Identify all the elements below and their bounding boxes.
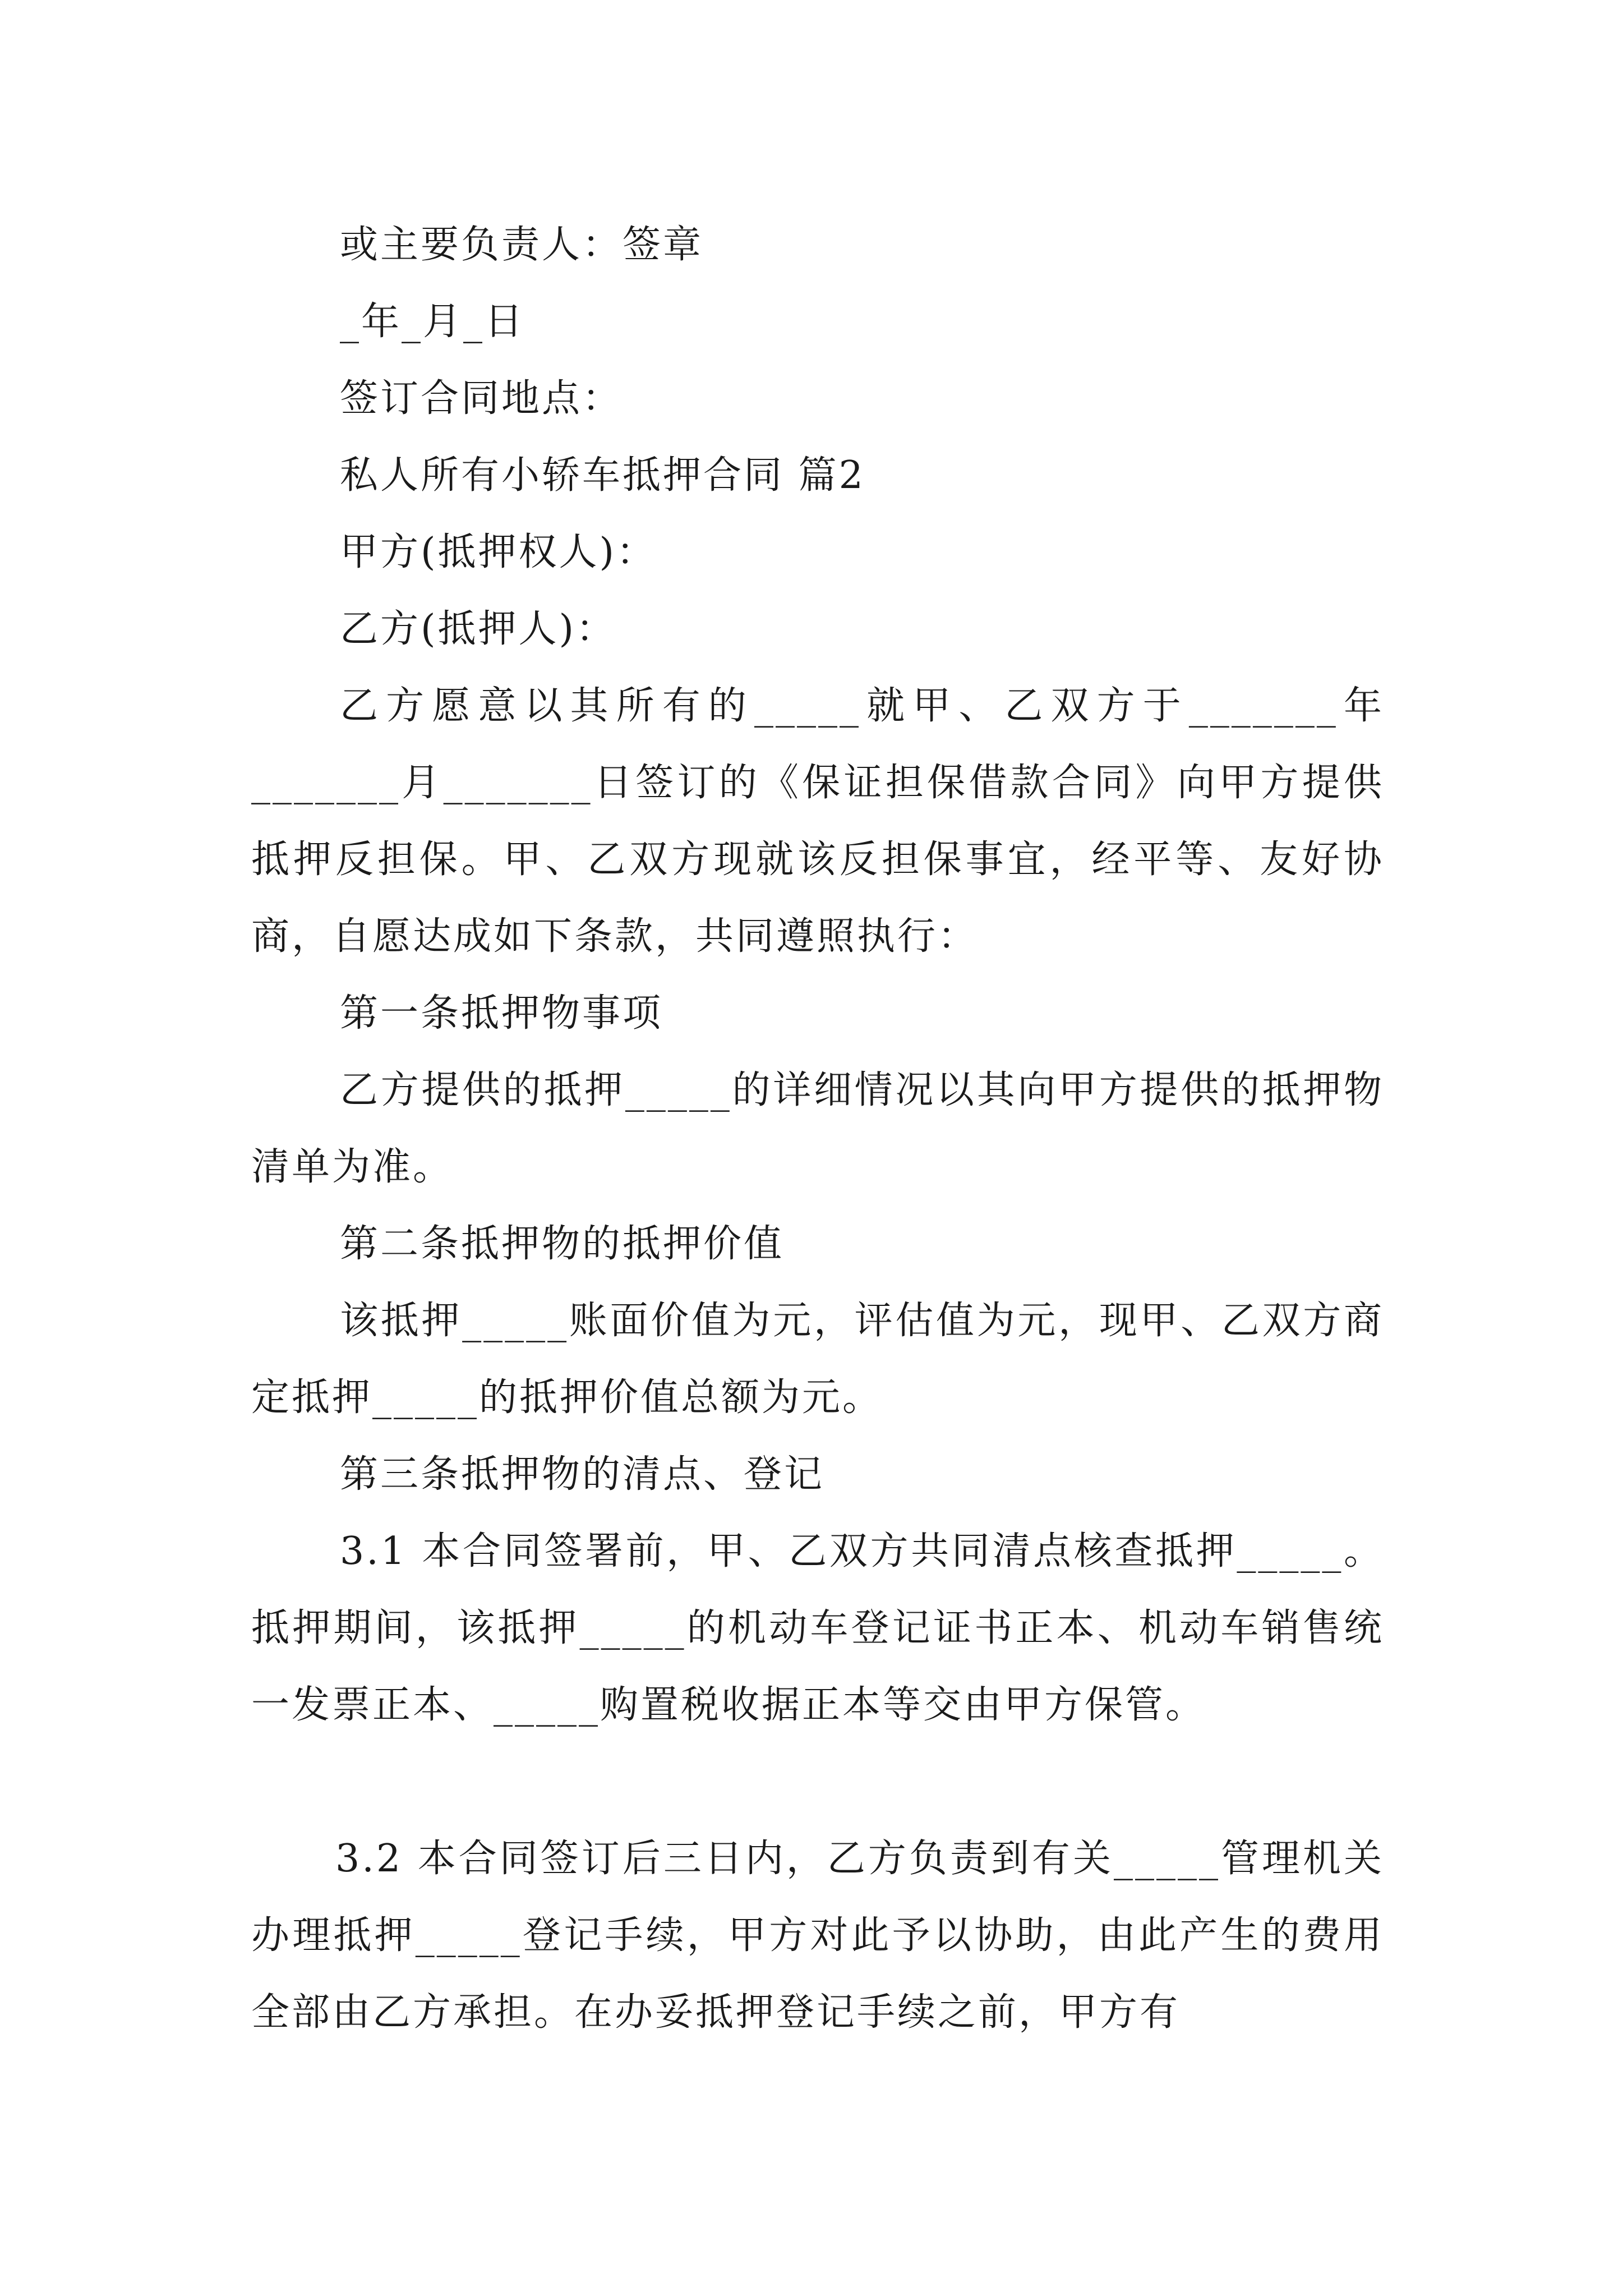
article-1-title: 第一条抵押物事项: [340, 991, 663, 1036]
article-1-body: 乙方提供的抵押_____的详细情况以其向甲方提供的抵押物清单为准。: [251, 1068, 1384, 1189]
clause-3-2: 3.2 本合同签订后三日内，乙方负责到有关_____管理机关办理抵押_____登记手续，甲方对此予以协助，由此产生的费用全部由乙方承担。在办妥抵押登记手续之前，甲方有: [251, 1837, 1384, 2035]
article-3-title: 第三条抵押物的清点、登记: [340, 1452, 825, 1497]
party-a-line: 甲方(抵押权人)：: [340, 530, 657, 574]
intro-paragraph: 乙方愿意以其所有的_____就甲、乙双方于_______年_______月_______日签订的《保证担保借款合同》向甲方提供抵押反担保。甲、乙双方现就该反担保事宜，经平等、友好协商，自愿达成如下条款，共同遵照执行：: [251, 684, 1384, 959]
date-line: _年_月_日: [340, 300, 525, 344]
section-title: 私人所有小轿车抵押合同 篇2: [340, 453, 865, 498]
article-2-body: 该抵押_____账面价值为元，评估值为元，现甲、乙双方商定抵押_____的抵押价值总额为元。: [251, 1299, 1384, 1420]
signature-line: 或主要负责人：签章: [340, 223, 704, 267]
article-2-title: 第二条抵押物的抵押价值: [340, 1222, 785, 1266]
clause-3-1: 3.1 本合同签署前，甲、乙双方共同清点核查抵押_____。抵押期间，该抵押_____的机动车登记证书正本、机动车销售统一发票正本、_____购置税收据正本等交由甲方保管。: [251, 1529, 1384, 1727]
contract-location-line: 签订合同地点：: [340, 376, 623, 421]
party-b-line: 乙方(抵押人)：: [340, 607, 617, 651]
